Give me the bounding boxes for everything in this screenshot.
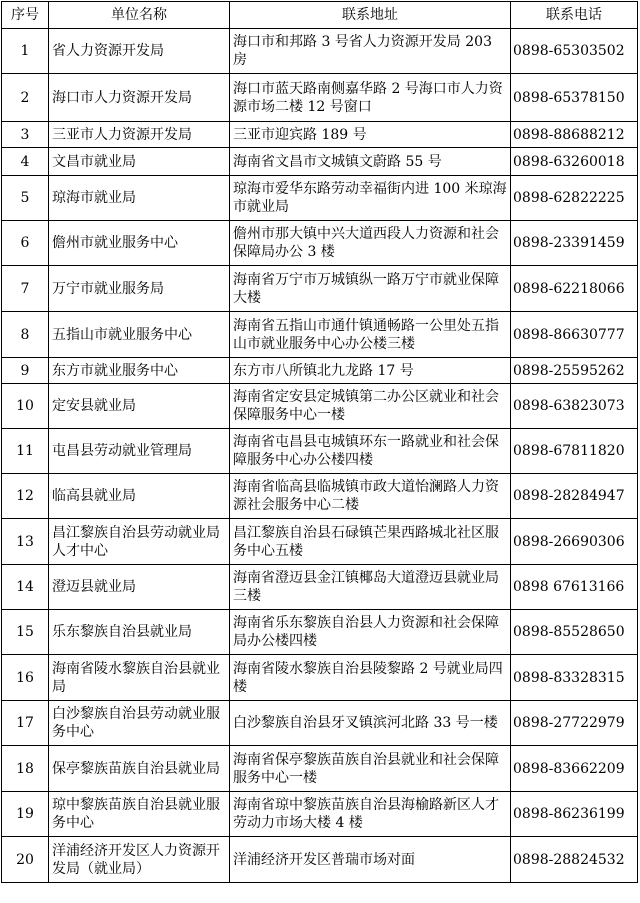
cell-phone: 0898-63260018 [511, 148, 638, 176]
cell-index: 8 [2, 312, 49, 358]
cell-phone: 0898-65303502 [511, 29, 638, 74]
cell-address: 白沙黎族自治县牙叉镇滨河北路 33 号一楼 [230, 701, 511, 746]
cell-address: 海南省澄迈县金江镇椰岛大道澄迈县就业局三楼 [230, 565, 511, 610]
cell-index: 11 [2, 429, 49, 474]
table-row [2, 565, 638, 610]
table-row [2, 792, 638, 837]
cell-address: 海南省保亭黎族苗族自治县就业和社会保障服务中心一楼 [230, 746, 511, 792]
cell-address: 三亚市迎宾路 189 号 [230, 122, 511, 148]
cell-index: 9 [2, 358, 49, 384]
cell-address: 儋州市那大镇中兴大道西段人力资源和社会保障局办公 3 楼 [230, 221, 511, 266]
cell-unit-name: 海口市人力资源开发局 [49, 74, 230, 122]
cell-index: 3 [2, 122, 49, 148]
cell-address: 海南省万宁市万城镇纵一路万宁市就业保障大楼 [230, 266, 511, 312]
table-row [2, 122, 638, 148]
cell-unit-name: 乐东黎族自治县就业局 [49, 610, 230, 655]
cell-index: 5 [2, 176, 49, 221]
header-unit-name: 单位名称 [49, 2, 230, 29]
cell-unit-name: 文昌市就业局 [49, 148, 230, 176]
cell-phone: 0898-23391459 [511, 221, 638, 266]
table-row [2, 429, 638, 474]
cell-address: 海南省琼中黎族苗族自治县海榆路新区人才劳动力市场大楼 4 楼 [230, 792, 511, 837]
table-body [2, 29, 638, 883]
cell-index: 16 [2, 655, 49, 701]
cell-index: 18 [2, 746, 49, 792]
table-row [2, 312, 638, 358]
cell-unit-name: 屯昌县劳动就业管理局 [49, 429, 230, 474]
cell-phone: 0898-27722979 [511, 701, 638, 746]
cell-unit-name: 海南省陵水黎族自治县就业局 [49, 655, 230, 701]
cell-unit-name: 东方市就业服务中心 [49, 358, 230, 384]
cell-unit-name: 白沙黎族自治县劳动就业服务中心 [49, 701, 230, 746]
cell-index: 2 [2, 74, 49, 122]
cell-address: 琼海市爱华东路劳动幸福街内进 100 米琼海市就业局 [230, 176, 511, 221]
cell-index: 10 [2, 384, 49, 429]
cell-address: 海口市蓝天路南侧嘉华路 2 号海口市人力资源市场二楼 12 号窗口 [230, 74, 511, 122]
cell-index: 20 [2, 837, 49, 883]
cell-phone: 0898-26690306 [511, 519, 638, 565]
cell-address: 海南省定安县定城镇第二办公区就业和社会保障服务中心一楼 [230, 384, 511, 429]
table-row [2, 474, 638, 519]
cell-index: 1 [2, 29, 49, 74]
table-row [2, 746, 638, 792]
cell-unit-name: 琼海市就业局 [49, 176, 230, 221]
table-row [2, 148, 638, 176]
table-row [2, 701, 638, 746]
table-row [2, 384, 638, 429]
cell-phone: 0898-62822225 [511, 176, 638, 221]
cell-index: 19 [2, 792, 49, 837]
cell-address: 海南省乐东黎族自治县人力资源和社会保障局办公楼四楼 [230, 610, 511, 655]
cell-unit-name: 琼中黎族苗族自治县就业服务中心 [49, 792, 230, 837]
cell-phone: 0898-88688212 [511, 122, 638, 148]
cell-phone: 0898-28284947 [511, 474, 638, 519]
cell-unit-name: 澄迈县就业局 [49, 565, 230, 610]
cell-unit-name: 三亚市人力资源开发局 [49, 122, 230, 148]
cell-index: 17 [2, 701, 49, 746]
cell-index: 4 [2, 148, 49, 176]
cell-phone: 0898-28824532 [511, 837, 638, 883]
cell-phone: 0898 67613166 [511, 565, 638, 610]
employment-agency-table [1, 1, 638, 883]
cell-address: 海南省临高县临城镇市政大道怡澜路人力资源社会服务中心二楼 [230, 474, 511, 519]
table-row [2, 266, 638, 312]
cell-unit-name: 定安县就业局 [49, 384, 230, 429]
cell-phone: 0898-25595262 [511, 358, 638, 384]
cell-phone: 0898-63823073 [511, 384, 638, 429]
header-address: 联系地址 [230, 2, 511, 29]
cell-index: 15 [2, 610, 49, 655]
cell-unit-name: 昌江黎族自治县劳动就业局人才中心 [49, 519, 230, 565]
table-row [2, 74, 638, 122]
cell-address: 东方市八所镇北九龙路 17 号 [230, 358, 511, 384]
cell-index: 14 [2, 565, 49, 610]
table-row [2, 519, 638, 565]
cell-index: 6 [2, 221, 49, 266]
table-row [2, 358, 638, 384]
cell-unit-name: 洋浦经济开发区人力资源开发局（就业局） [49, 837, 230, 883]
table-row [2, 29, 638, 74]
header-phone: 联系电话 [511, 2, 638, 29]
cell-unit-name: 保亭黎族苗族自治县就业局 [49, 746, 230, 792]
cell-unit-name: 万宁市就业服务局 [49, 266, 230, 312]
cell-index: 7 [2, 266, 49, 312]
table-row [2, 655, 638, 701]
table-row [2, 837, 638, 883]
cell-phone: 0898-86236199 [511, 792, 638, 837]
cell-phone: 0898-83328315 [511, 655, 638, 701]
table-row [2, 610, 638, 655]
cell-phone: 0898-65378150 [511, 74, 638, 122]
cell-address: 海南省文昌市文城镇文蔚路 55 号 [230, 148, 511, 176]
cell-phone: 0898-85528650 [511, 610, 638, 655]
header-index: 序号 [2, 2, 49, 29]
cell-phone: 0898-67811820 [511, 429, 638, 474]
header-row [2, 2, 638, 29]
cell-unit-name: 儋州市就业服务中心 [49, 221, 230, 266]
cell-phone: 0898-86630777 [511, 312, 638, 358]
cell-unit-name: 五指山市就业服务中心 [49, 312, 230, 358]
cell-unit-name: 临高县就业局 [49, 474, 230, 519]
cell-address: 洋浦经济开发区普瑞市场对面 [230, 837, 511, 883]
cell-address: 海南省屯昌县屯城镇环东一路就业和社会保障服务中心办公楼四楼 [230, 429, 511, 474]
cell-index: 13 [2, 519, 49, 565]
cell-address: 海南省五指山市通什镇通畅路一公里处五指山市就业服务中心办公楼三楼 [230, 312, 511, 358]
cell-index: 12 [2, 474, 49, 519]
table-row [2, 221, 638, 266]
cell-address: 海口市和邦路 3 号省人力资源开发局 203 房 [230, 29, 511, 74]
table-row [2, 176, 638, 221]
cell-address: 昌江黎族自治县石碌镇芒果西路城北社区服务中心五楼 [230, 519, 511, 565]
cell-address: 海南省陵水黎族自治县陵黎路 2 号就业局四楼 [230, 655, 511, 701]
cell-phone: 0898-62218066 [511, 266, 638, 312]
cell-phone: 0898-83662209 [511, 746, 638, 792]
cell-unit-name: 省人力资源开发局 [49, 29, 230, 74]
